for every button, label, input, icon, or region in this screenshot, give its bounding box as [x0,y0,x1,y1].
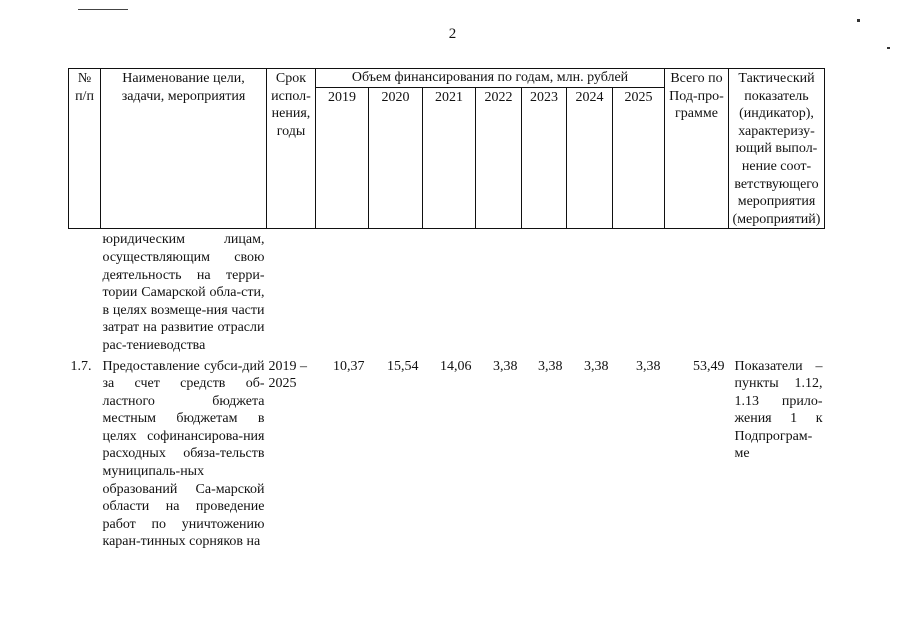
header-row [69,69,825,88]
row-value: 15,54 [387,358,419,374]
row-value: 14,06 [440,358,472,374]
scan-speck [857,19,860,22]
header-year: 2019 [316,87,369,229]
row-indicator [729,229,825,355]
financing-table [68,68,825,551]
table-row [69,355,825,552]
row-value [316,229,369,355]
header-total: Всего по Под-про-грамме [665,69,729,229]
top-rule [78,9,128,10]
header-year: 2023 [522,87,567,229]
row-total [665,229,729,355]
header-name: Наименование цели, задачи, мероприятия [101,69,267,229]
header-funding: Объем финансирования по годам, млн. рублей [316,69,665,88]
row-value [476,229,522,355]
header-indicator: Тактический показатель (индикатор), характеризу-ющий выпол-нение соот-ветствующего мероприятия (мероприятий) [729,69,825,229]
scan-speck [887,47,890,49]
row-value [423,229,476,355]
row-num [69,229,101,355]
row-value: 10,37 [333,358,365,374]
header-term: Срок испол-нения, годы [267,69,316,229]
row-value: 3,38 [538,358,563,374]
row-name: Предоставление субси-дий за счет средств об-ластного бюджета местным бюджетам в целях софинансирова-ния расходных обяза-тельств муниципаль-ных образований Са-марской области на проведение работ по уничтожению каран-тинных сорняков на [102,358,265,550]
row-value: 3,38 [493,358,518,374]
header-year: 2025 [613,87,665,229]
row-value [613,229,665,355]
header-year: 2020 [369,87,423,229]
row-value [567,229,613,355]
page-number: 2 [448,26,457,42]
row-value [522,229,567,355]
header-year: 2021 [423,87,476,229]
header-year: 2022 [476,87,522,229]
row-num: 1.7. [70,358,92,374]
row-total: 53,49 [693,358,725,374]
header-year: 2024 [567,87,613,229]
row-name: юридическим лицам, осуществляющим свою деятельность на терри-тории Самарской обла-сти, в целях возмеще-ния части затрат на развитие отрасли рас-тениеводства [102,232,265,353]
row-term [267,229,316,355]
header-num: № п/п [69,69,101,229]
table-row [69,229,825,355]
row-value: 3,38 [636,358,661,374]
row-term: 2019 – 2025 [268,358,307,392]
row-value: 3,38 [584,358,609,374]
row-indicator: Показатели – пункты 1.12, 1.13 прило-жения 1 к Подпрограм-ме [734,358,823,462]
row-value [369,229,423,355]
